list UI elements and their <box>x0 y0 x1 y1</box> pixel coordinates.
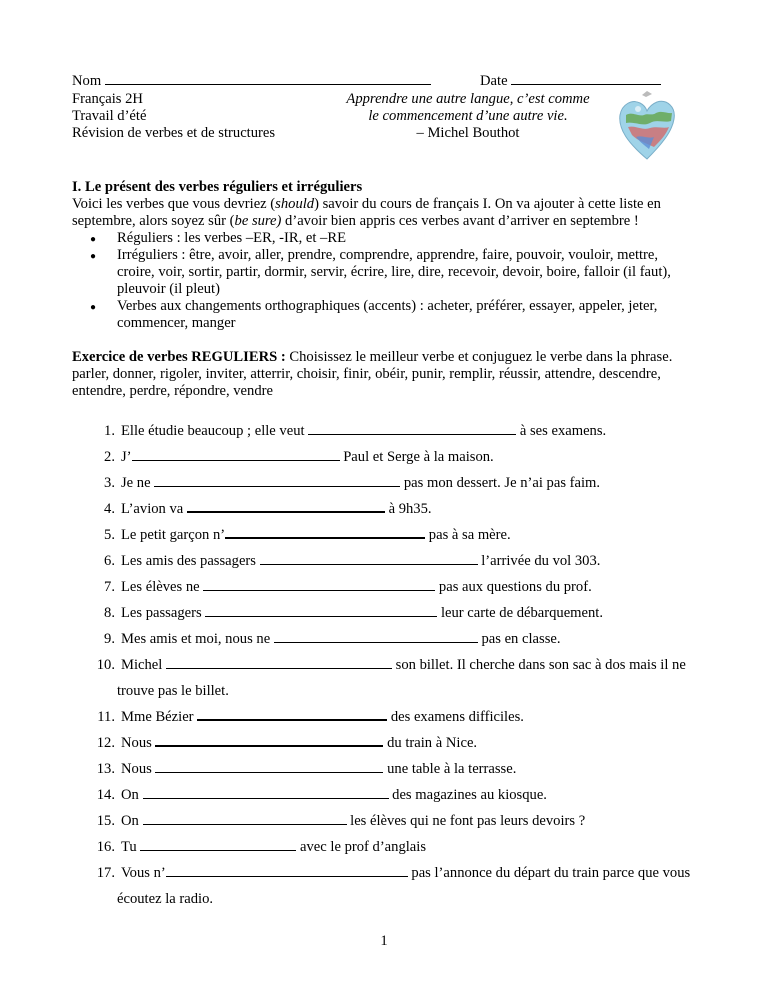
intro-should: should <box>275 196 315 212</box>
item-text: On <box>121 787 143 803</box>
exercise-instruction: Choisissez le meilleur verbe et conjuguez le verbe dans la phrase. <box>285 349 673 365</box>
item-text: L’avion va <box>121 501 187 517</box>
item-number: 5. <box>104 527 115 543</box>
item-text: à 9h35. <box>384 501 432 517</box>
item-text: Mme Bézier <box>121 709 198 725</box>
course-name: Français 2H <box>72 91 143 107</box>
answer-blank[interactable] <box>197 718 387 721</box>
item-text: à ses examens. <box>516 423 607 439</box>
quote-author: – Michel Bouthot <box>416 125 520 141</box>
bullet-spelling-change: Verbes aux changements orthographiques (accents) : acheter, préférer, essayer, appeler, jeter, <box>117 298 658 314</box>
item-number: 2. <box>104 449 115 465</box>
item-text: pas à sa mère. <box>425 527 511 543</box>
item-number: 3. <box>104 475 115 491</box>
item-text: pas en classe. <box>477 631 561 647</box>
intro-text: Voici les verbes que vous devriez ( <box>72 196 276 212</box>
item-text: avec le prof d’anglais <box>296 839 427 855</box>
intro-text: septembre, alors soyez sûr ( <box>72 213 235 229</box>
item-text: du train à Nice. <box>383 735 478 751</box>
bullet-spelling-change-cont: commencer, manger <box>117 315 236 331</box>
answer-blank[interactable] <box>154 485 400 487</box>
item-number: 12. <box>96 735 115 751</box>
item-text: Je ne <box>121 475 155 491</box>
subject-name: Révision de verbes et de structures <box>72 125 276 141</box>
item-text: Le petit garçon n’ <box>121 527 226 543</box>
answer-blank[interactable] <box>166 667 392 669</box>
item-text: Tu <box>121 839 141 855</box>
exercise-item <box>93 605 603 622</box>
exercise-item <box>93 449 494 466</box>
answer-blank[interactable] <box>140 849 296 851</box>
answer-blank[interactable] <box>143 797 389 799</box>
exercise-item <box>93 735 477 752</box>
item-text: Vous n’ <box>121 865 166 881</box>
item-number: 6. <box>104 553 115 569</box>
item-text: pas mon dessert. Je n’ai pas faim. <box>400 475 601 491</box>
page-number: 1 <box>380 933 388 949</box>
item-text: une table à la terrasse. <box>383 761 517 777</box>
item-text: J’ <box>121 449 132 465</box>
exercise-item <box>93 631 561 648</box>
intro-line-1 <box>72 196 661 213</box>
exercise-item <box>93 787 547 804</box>
item-text: son billet. Il cherche dans son sac à dos mais il ne <box>392 657 686 673</box>
exercise-item-cont: écoutez la radio. <box>117 891 214 907</box>
item-number: 10. <box>96 657 115 673</box>
intro-be-sure: be sure) <box>234 213 282 229</box>
item-number: 4. <box>104 501 115 517</box>
item-text: Paul et Serge à la maison. <box>339 449 494 465</box>
item-text: l’arrivée du vol 303. <box>477 553 601 569</box>
exercise-item <box>93 865 690 882</box>
bullet-irregular: Irréguliers : être, avoir, aller, prendre, comprendre, apprendre, faire, pouvoir, vouloir, mettre, <box>117 247 659 263</box>
item-number: 13. <box>96 761 115 777</box>
name-blank[interactable] <box>105 83 431 85</box>
bullet-icon: ● <box>90 302 97 313</box>
item-text: Les passagers <box>121 605 206 621</box>
exercise-item <box>93 839 426 856</box>
exercise-title: Exercice de verbes REGULIERS : <box>72 349 286 365</box>
item-number: 15. <box>96 813 115 829</box>
item-text: Nous <box>121 761 156 777</box>
exercise-item <box>93 527 511 544</box>
exercise-item <box>93 475 600 492</box>
item-text: des magazines au kiosque. <box>388 787 547 803</box>
item-text: pas l’annonce du départ du train parce que vous <box>407 865 691 881</box>
verb-list-line-2: entendre, perdre, répondre, vendre <box>72 383 273 399</box>
item-text: Les amis des passagers <box>121 553 260 569</box>
answer-blank[interactable] <box>166 875 408 877</box>
item-text: Mes amis et moi, nous ne <box>121 631 274 647</box>
exercise-item <box>93 761 516 778</box>
item-text: Michel <box>121 657 166 673</box>
bullet-irregular-cont: croire, voir, sortir, partir, dormir, servir, écrire, lire, dire, recevoir, devoir, boire, falloir (il faut), <box>117 264 671 280</box>
exercise-item <box>93 579 592 596</box>
item-number: 7. <box>104 579 115 595</box>
answer-blank[interactable] <box>274 641 478 643</box>
answer-blank[interactable] <box>187 510 385 513</box>
item-text: Elle étudie beaucoup ; elle veut <box>121 423 309 439</box>
bullet-icon: ● <box>90 251 97 262</box>
intro-line-2 <box>72 213 639 230</box>
assignment-name: Travail d’été <box>72 108 147 124</box>
intro-text: d’avoir bien appris ces verbes avant d’arriver en septembre ! <box>281 213 639 229</box>
bullet-irregular-cont: pleuvoir (il pleut) <box>117 281 220 297</box>
item-text: pas aux questions du prof. <box>435 579 592 595</box>
item-number: 14. <box>96 787 115 803</box>
answer-blank[interactable] <box>308 433 516 435</box>
answer-blank[interactable] <box>260 563 478 565</box>
item-number: 11. <box>97 709 115 725</box>
item-number: 8. <box>104 605 115 621</box>
section-title: I. Le présent des verbes réguliers et irréguliers <box>72 179 363 195</box>
name-label: Nom <box>72 73 102 89</box>
item-number: 9. <box>104 631 115 647</box>
bullet-regular: Réguliers : les verbes –ER, -IR, et –RE <box>117 230 346 246</box>
heart-globe-icon <box>616 85 678 161</box>
exercise-item <box>93 813 585 830</box>
quote-line-1: Apprendre une autre langue, c’est comme <box>346 91 590 107</box>
answer-blank[interactable] <box>132 459 340 461</box>
item-text: leur carte de débarquement. <box>437 605 604 621</box>
item-text: des examens difficiles. <box>387 709 524 725</box>
item-text: On <box>121 813 143 829</box>
answer-blank[interactable] <box>205 615 437 617</box>
name-field-row <box>72 73 431 90</box>
item-text: Nous <box>121 735 156 751</box>
exercise-item <box>93 709 524 726</box>
exercise-item-cont: trouve pas le billet. <box>117 683 229 699</box>
answer-blank[interactable] <box>155 771 383 773</box>
item-number: 1. <box>104 423 115 439</box>
bullet-icon: ● <box>90 234 97 245</box>
answer-blank[interactable] <box>203 589 435 591</box>
answer-blank[interactable] <box>155 744 383 747</box>
exercise-heading <box>72 349 672 366</box>
answer-blank[interactable] <box>143 823 347 825</box>
item-text: les élèves qui ne font pas leurs devoirs ? <box>346 813 586 829</box>
answer-blank[interactable] <box>225 536 425 539</box>
date-label: Date <box>480 73 508 89</box>
exercise-item <box>93 423 606 440</box>
item-text: Les élèves ne <box>121 579 204 595</box>
item-number: 17. <box>96 865 115 881</box>
exercise-item <box>93 501 432 518</box>
item-number: 16. <box>96 839 115 855</box>
intro-text: ) savoir du cours de français I. On va ajouter à cette liste en <box>314 196 661 212</box>
verb-list-line-1: parler, donner, rigoler, inviter, atterrir, choisir, finir, obéir, punir, remplir, réussir, attendre, descendre, <box>72 366 661 382</box>
quote-line-2: le commencement d’une autre vie. <box>368 108 568 124</box>
exercise-item <box>93 657 686 674</box>
exercise-item <box>93 553 600 570</box>
